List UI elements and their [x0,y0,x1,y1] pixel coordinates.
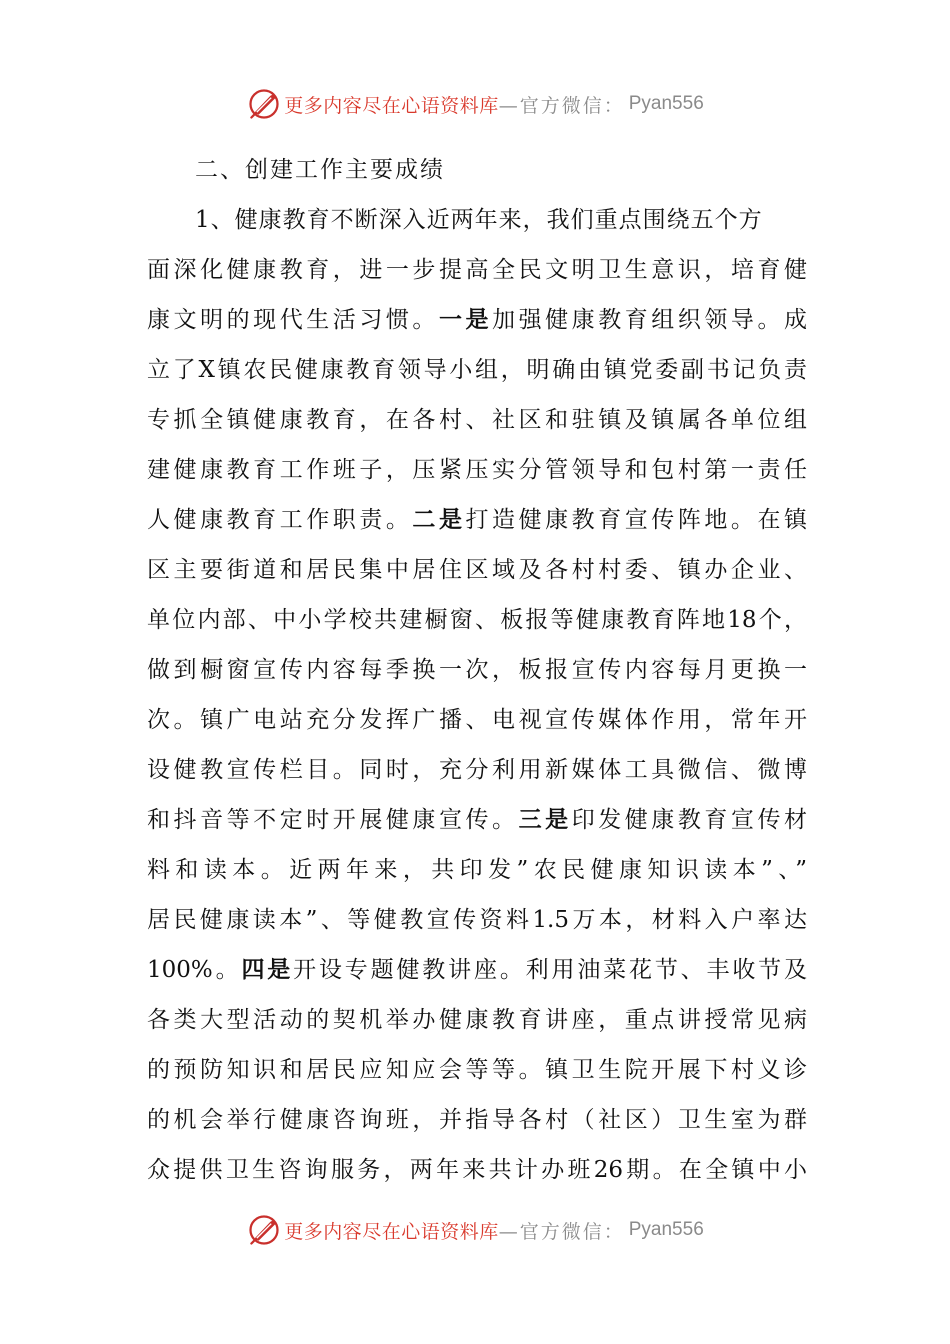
banner-text-wechat-id: Pyan556 [628,1219,704,1240]
text-segment: 众提供卫生咨询服务，两年来共计办班26期。在全镇中小 [147,1157,807,1183]
text-segment: 设健教宣传栏目。同时，充分利用新媒体工具微信、微博 [147,757,807,783]
banner-text-wechat-label: —官方微信： [498,94,625,117]
text-segment: 加强健康教育组织领导。成 [492,307,808,333]
text-segment: 区主要街道和居民集中居住区域及各村村委、镇办企业、 [147,557,807,583]
text-segment: 面深化健康教育，进一步提高全民文明卫生意识，培育健 [147,257,807,283]
footer-watermark-banner [0,1210,950,1250]
text-line [147,445,807,495]
document-body [147,145,807,1195]
section-heading: 二、创建工作主要成绩 [195,157,445,183]
text-segment: 1、健康教育不断深入近两年来，我们重点围绕五个方 [195,207,763,233]
text-line [147,795,807,845]
text-segment: 和抖音等不定时开展健康宣传。 [147,807,519,833]
bold-keyword: 二是 [412,506,466,533]
text-segment: 的预防知识和居民应知应会等等。镇卫生院开展下村义诊 [147,1057,807,1083]
banner-text-wechat-id: Pyan556 [628,93,704,114]
text-line [147,495,807,545]
banner-text-wechat-label: —官方微信： [498,1220,625,1243]
text-line [147,845,807,895]
text-segment: 专抓全镇健康教育，在各村、社区和驻镇及镇属各单位组 [147,407,807,433]
text-line [147,895,807,945]
text-segment: 人健康教育工作职责。 [147,507,413,533]
text-line [147,395,807,445]
text-segment: 印发健康教育宣传材 [571,807,808,833]
text-segment: 各类大型活动的契机举办健康教育讲座，重点讲授常见病 [147,1007,807,1033]
text-line [147,695,807,745]
text-line [147,345,807,395]
text-segment: 康文明的现代生活习惯。 [147,307,439,333]
text-line [147,195,807,245]
text-segment: 单位内部、中小学校共建橱窗、板报等健康教育阵地18个， [147,607,807,633]
header-watermark-banner [0,84,950,124]
text-segment: 料和读本。近两年来，共印发”农民健康知识读本”、” [147,857,807,883]
text-line [147,295,807,345]
text-segment: 立了X镇农民健康教育领导小组，明确由镇党委副书记负责 [147,357,807,383]
banner-text-site: 更多内容尽在心语资料库 [284,1220,499,1243]
text-segment: 居民健康读本”、等健教宣传资料1.5万本，材料入户率达 [147,907,807,933]
text-line [147,945,807,995]
paragraph-body [147,195,807,1195]
text-segment: 次。镇广电站充分发挥广播、电视宣传媒体作用，常年开 [147,707,807,733]
text-line [147,1095,807,1145]
text-line [147,1045,807,1095]
text-segment: 的机会举行健康咨询班，并指导各村（社区）卫生室为群 [147,1107,807,1133]
text-segment: 建健康教育工作班子，压紧压实分管领导和包村第一责任 [147,457,807,483]
text-segment: 开设专题健教讲座。利用油菜花节、丰收节及 [293,957,808,983]
bold-keyword: 三是 [518,806,572,833]
text-segment: 打造健康教育宣传阵地。在镇 [465,507,808,533]
text-line [147,995,807,1045]
text-line [147,645,807,695]
bold-keyword: 四是 [241,956,294,983]
text-line [147,745,807,795]
bold-keyword: 一是 [438,306,493,333]
quill-logo-icon [246,86,282,122]
text-line [147,595,807,645]
text-line [147,545,807,595]
text-segment: 100%。 [147,957,242,983]
text-line [147,245,807,295]
banner-text-site: 更多内容尽在心语资料库 [284,94,499,117]
quill-logo-icon [246,1212,282,1248]
text-line [147,1145,807,1195]
text-segment: 做到橱窗宣传内容每季换一次，板报宣传内容每月更换一 [147,657,807,683]
